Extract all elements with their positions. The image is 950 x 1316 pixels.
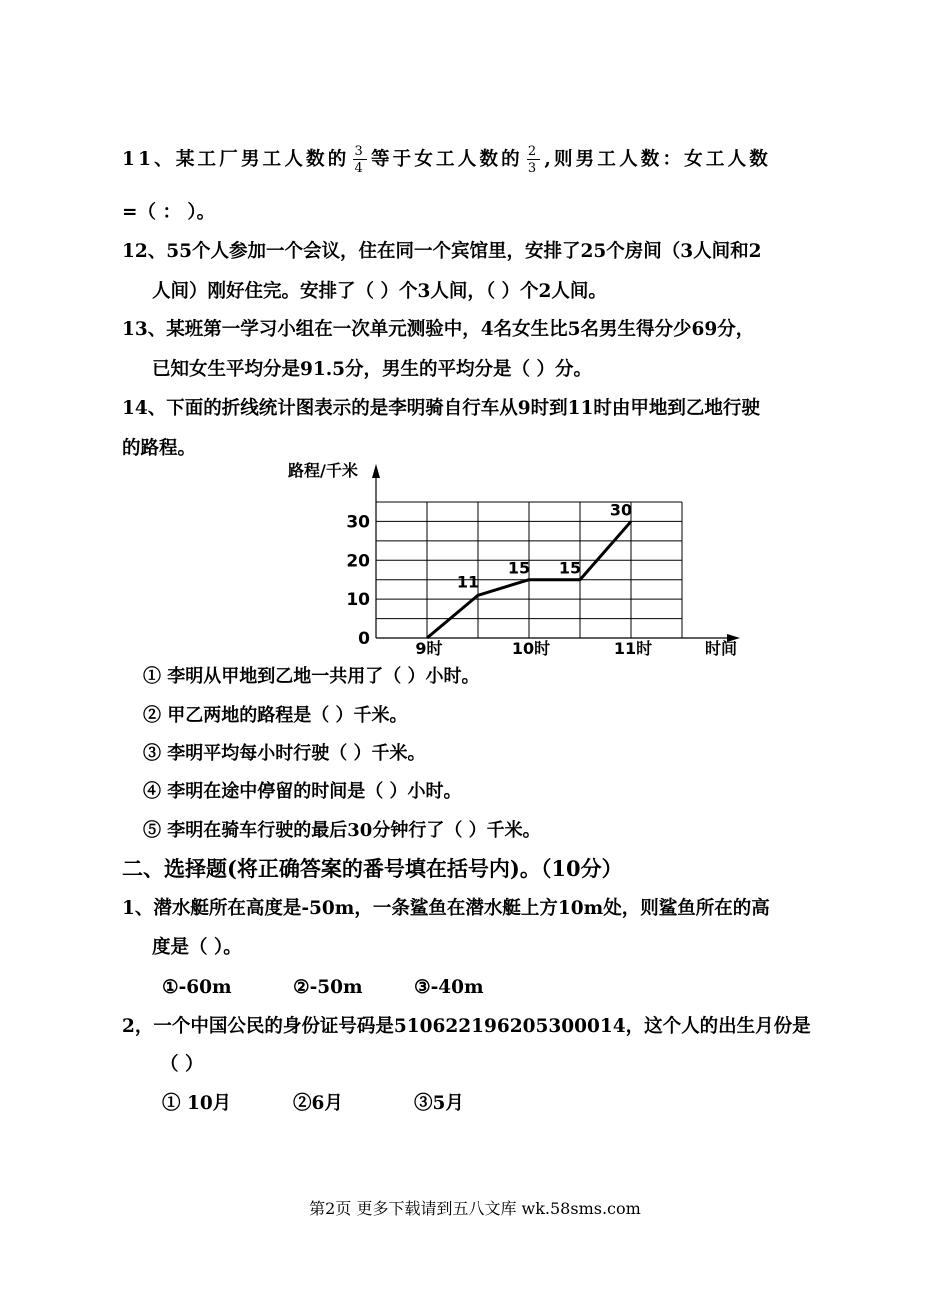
q11-text-a: 11、某工厂男工人数的 <box>122 149 350 170</box>
data-label: 30 <box>609 500 633 520</box>
q11-line2: =（ ： ）。 <box>122 202 216 223</box>
choice1-option-3: ③-40m <box>414 977 484 998</box>
choice2-option-3: ③5月 <box>414 1093 464 1114</box>
x-tick-label: 11时 <box>613 639 653 658</box>
data-label: 15 <box>558 558 582 578</box>
q13-line1: 13、某班第一学习小组在一次单元测验中，4名女生比5名男生得分少69分， <box>122 319 755 340</box>
y-axis-arrow <box>372 464 380 478</box>
choice2-line2: （ ） <box>160 1054 204 1075</box>
y-axis-label: 路程/千米 <box>288 461 358 480</box>
q12-line2: 人间）刚好住完。安排了（ ）个3人间，（ ）个2人间。 <box>152 281 607 302</box>
y-tick-label: 20 <box>346 551 370 572</box>
q12-line1: 12、55个人参加一个会议，住在同一个宾馆里，安排了25个房间（3人间和2 <box>122 241 762 262</box>
y-tick-label: 10 <box>346 590 370 611</box>
choice1-line1: 1、潜水艇所在高度是-50m，一条鲨鱼在潜水艇上方10m处，则鲨鱼所在的高 <box>122 898 770 919</box>
choice2-line1: 2，一个中国公民的身份证号码是510622196205300014，这个人的出生月份是 <box>122 1016 811 1037</box>
q14-line2: 的路程。 <box>122 438 197 459</box>
q14-sub-2: ② 甲乙两地的路程是（ ）千米。 <box>143 705 408 726</box>
choice1-option-1: ①-60m <box>162 977 232 998</box>
q14-sub-4: ④ 李明在途中停留的时间是（ ）小时。 <box>143 781 462 802</box>
q11-fraction-2: $\frac{2}{3}$ <box>527 144 540 176</box>
page-footer: 第2页 更多下载请到五八文库 wk.58sms.com <box>309 1199 641 1218</box>
q11-text-b: 等于女工人数的 <box>370 149 523 170</box>
choice2-option-1: ① 10月 <box>162 1093 232 1114</box>
y-tick-label: 30 <box>346 512 370 533</box>
choice1-option-2: ②-50m <box>293 977 363 998</box>
x-tick-label: 10时 <box>511 639 551 658</box>
q14-sub-5: ⑤ 李明在骑车行驶的最后30分钟行了（ ）千米。 <box>143 820 541 841</box>
data-label: 11 <box>456 572 480 592</box>
q11-text-c: ,则男工人数：女工人数 <box>544 149 771 170</box>
q13-line2: 已知女生平均分是91.5分，男生的平均分是（ ）分。 <box>152 359 593 380</box>
y-tick-label: 0 <box>358 629 370 649</box>
x-tick-label: 9时 <box>415 639 443 658</box>
q11-fraction-1: $\frac{3}{4}$ <box>354 144 366 176</box>
q14-sub-3: ③ 李明平均每小时行驶（ ）千米。 <box>143 743 426 764</box>
choice2-option-2: ②6月 <box>293 1093 343 1114</box>
choice1-line2: 度是（ ）。 <box>152 937 242 958</box>
data-label: 15 <box>507 558 531 578</box>
x-axis-label: 时间 <box>705 639 738 658</box>
q14-line1: 14、下面的折线统计图表示的是李明骑自行车从9时到11时由甲地到乙地行驶 <box>122 398 760 419</box>
section-2-title: 二、选择题(将正确答案的番号填在括号内)。（10分） <box>122 856 623 881</box>
q14-sub-1: ① 李明从甲地到乙地一共用了（ ）小时。 <box>143 666 480 687</box>
